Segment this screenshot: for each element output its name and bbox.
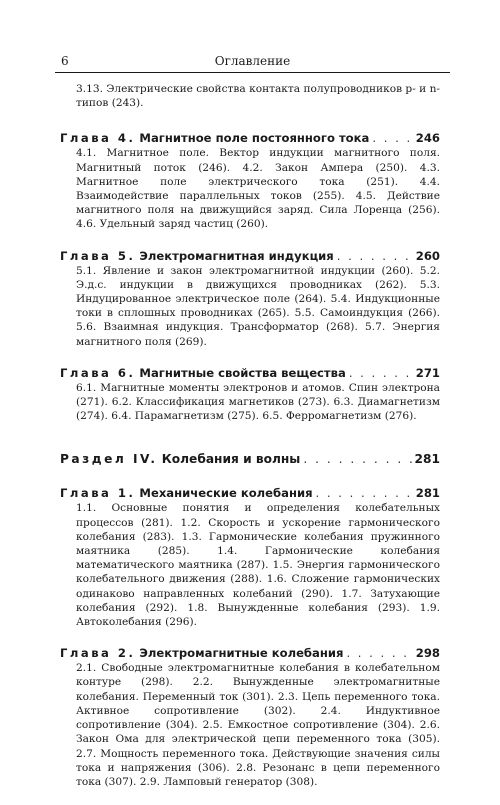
page-title: Оглавление <box>214 54 291 68</box>
chapter-page: 281 <box>415 486 440 501</box>
toc-chapter-2 <box>60 645 440 789</box>
chapter-page: 260 <box>415 248 440 263</box>
dot-leader <box>346 645 412 661</box>
chapter-contents: 6.1. Магнитные моменты электронов и атомов. Спин электрона (271). 6.2. Классификация магнетиков (273). 6.3. Диамагнетизм (274). 6.4. Парамагнетизм (275). 6.5. Ферромагнетизм (276). <box>76 381 440 423</box>
continued-entry-text: 3.13. Электрические свойства контакта полупроводников p- и n-типов (243). <box>76 83 440 110</box>
chapter-title: Магнитные свойства вещества <box>139 365 346 380</box>
dot-leader <box>303 451 411 467</box>
page-header <box>55 52 450 74</box>
chapter-page: 271 <box>415 365 440 380</box>
toc-chapter-6 <box>60 365 440 424</box>
chapter-title: Магнитное поле постоянного тока <box>139 131 370 146</box>
dot-leader <box>337 248 413 264</box>
dot-leader <box>316 485 413 501</box>
chapter-contents: 2.1. Свободные электромагнитные колебания в колебательном контуре (298). 2.2. Вынужденные электромагнитные колебания. Переменный ток (301). 2.3. Цепь переменного тока. Активное сопротивление (302). 2.4. Индуктивное сопротивление (304). 2.5. Емкостное сопротивление (304). 2.6. Закон Ома для электрической цепи переменного тока (305). 2.7. Мощность переменного тока. Действующие значения силы тока и напряжения (306). 2.8. Резонанс в цепи переменного тока (307). 2.9. Ламповый генератор (308). <box>76 662 440 788</box>
chapter-page: 246 <box>415 131 440 146</box>
chapter-heading[interactable] <box>60 485 440 501</box>
chapter-prefix: Глава 4. <box>60 131 136 146</box>
toc-chapter-5 <box>60 248 440 349</box>
section-title: Колебания и волны <box>161 452 301 467</box>
chapter-title: Механические колебания <box>139 486 313 501</box>
chapter-contents: 1.1. Основные понятия и определения колебательных процессов (281). 1.2. Скорость и ускорение гармонического колебания (283). 1.3. Гармонические колебания пружинного маятника (285). 1.4. Гармонические колебания математического маятника (287). 1.5. Энергия гармонического колебательного движения (288). 1.6. Сложение гармонических одинаково направленных колебаний (290). 1.7. Затухающие колебания (292). 1.8. Вынужденные колебания (293). 1.9. Автоколебания (296). <box>76 502 440 629</box>
section-heading[interactable] <box>60 451 440 467</box>
toc-entries <box>60 82 440 805</box>
chapter-heading[interactable] <box>60 248 440 264</box>
toc-chapter-4 <box>60 130 440 231</box>
chapter-prefix: Глава 5. <box>60 248 136 263</box>
chapter-title: Электромагнитная индукция <box>139 248 334 263</box>
dot-leader <box>349 365 413 381</box>
chapter-page: 298 <box>415 646 440 661</box>
dot-leader <box>372 130 412 146</box>
section-prefix: Раздел IV. <box>60 452 158 467</box>
chapter-heading[interactable] <box>60 645 440 661</box>
section-page: 281 <box>414 452 440 467</box>
header-rule <box>55 72 450 73</box>
chapter-contents: 4.1. Магнитное поле. Вектор индукции магнитного поля. Магнитный поток (246). 4.2. Закон Ампера (250). 4.3. Магнитное поле электрического тока (251). 4.4. Взаимодействие параллельных токов (255). 4.5. Действие магнитного поля на движущийся заряд. Сила Лоренца (256). 4.6. Удельный заряд частиц (260). <box>76 147 440 231</box>
chapter-prefix: Глава 2. <box>60 646 136 661</box>
chapter-contents: 5.1. Явление и закон электромагнитной индукции (260). 5.2. Э.д.с. индукции в движущихся проводниках (262). 5.3. Индуцированное электрическое поле (264). 5.4. Индукционные токи в сплошных проводниках (265). 5.5. Самоиндукция (266). 5.6. Взаимная индукция. Трансформатор (268). 5.7. Энергия магнитного поля (269). <box>76 264 440 348</box>
chapter-prefix: Глава 1. <box>60 486 136 501</box>
toc-section-4 <box>60 451 440 467</box>
chapter-prefix: Глава 6. <box>60 365 136 380</box>
page-number: 6 <box>61 54 69 68</box>
chapter-heading[interactable] <box>60 130 440 146</box>
chapter-title: Электромагнитные колебания <box>139 646 344 661</box>
chapter-heading[interactable] <box>60 365 440 381</box>
toc-chapter-1 <box>60 485 440 629</box>
